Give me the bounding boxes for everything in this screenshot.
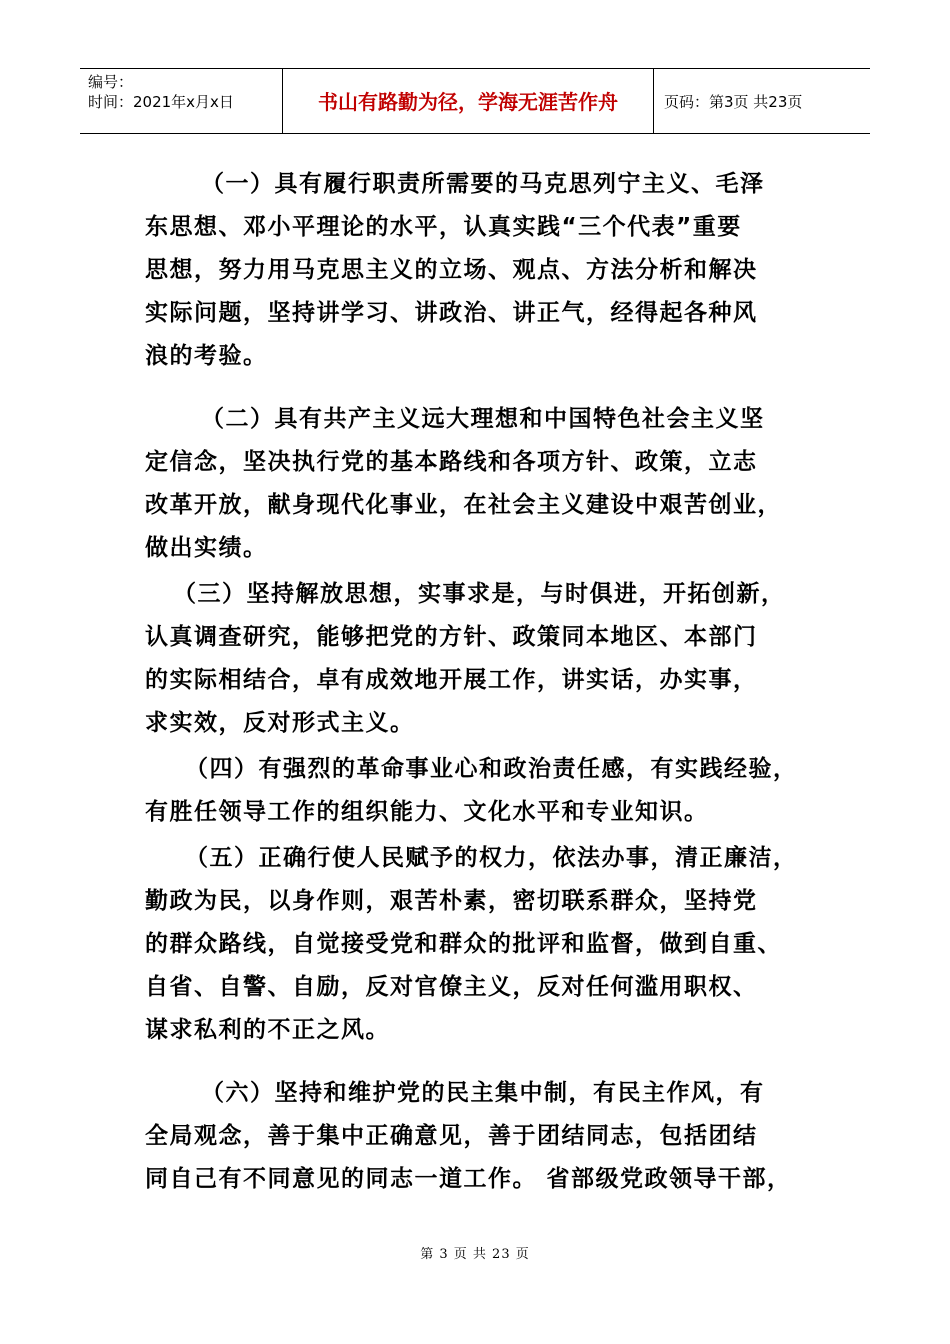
paragraph-line: 同自己有不同意见的同志一道工作。 省部级党政领导干部， (145, 1166, 792, 1192)
paragraph-1 (145, 163, 805, 378)
document-date: 时间：2021年x月x日 (88, 93, 234, 111)
document-body (145, 163, 805, 1201)
header-motto-cell (282, 69, 654, 133)
paragraph-line: 求实效，反对形式主义。 (145, 710, 415, 736)
paragraph-line: （一）具有履行职责所需要的马克思列宁主义、毛泽 (201, 171, 765, 197)
paragraph-6 (145, 1072, 805, 1201)
paragraph-3 (145, 573, 805, 745)
paragraph-line: 浪的考验。 (145, 343, 268, 369)
paragraph-line: 的群众路线，自觉接受党和群众的批评和监督，做到自重、 (145, 931, 782, 957)
paragraph-2 (145, 398, 805, 570)
paragraph-line: （四）有强烈的革命事业心和政治责任感，有实践经验， (185, 756, 798, 782)
paragraph-line: 谋求私利的不正之风。 (145, 1017, 390, 1043)
paragraph-line: （六）坚持和维护党的民主集中制，有民主作风，有 (201, 1080, 765, 1106)
paragraph-line: 东思想、邓小平理论的水平，认真实践“三个代表”重要 (145, 214, 742, 240)
paragraph-line: （五）正确行使人民赋予的权力，依法办事，清正廉洁， (185, 845, 798, 871)
document-header (80, 68, 870, 134)
paragraph-line: 自省、自警、自励，反对官僚主义，反对任何滥用职权、 (145, 974, 758, 1000)
paragraph-line: 改革开放，献身现代化事业，在社会主义建设中艰苦创业， (145, 492, 782, 518)
paragraph-line: （二）具有共产主义远大理想和中国特色社会主义坚 (201, 406, 765, 432)
header-page-cell (654, 69, 870, 133)
paragraph-line: 认真调查研究，能够把党的方针、政策同本地区、本部门 (145, 624, 758, 650)
page-footer: 第 3 页 共 23 页 (420, 1247, 530, 1262)
paragraph-line: 勤政为民，以身作则，艰苦朴素，密切联系群众，坚持党 (145, 888, 758, 914)
paragraph-line: 定信念，坚决执行党的基本路线和各项方针、政策，立志 (145, 449, 758, 475)
paragraph-5 (145, 837, 805, 1052)
header-meta-cell (80, 69, 282, 133)
header-page-code: 页码：第3页 共23页 (664, 93, 803, 111)
paragraph-line: 全局观念，善于集中正确意见，善于团结同志，包括团结 (145, 1123, 758, 1149)
paragraph-line: 有胜任领导工作的组织能力、文化水平和专业知识。 (145, 799, 709, 825)
document-number-label: 编号： (88, 73, 134, 91)
paragraph-line: 实际问题，坚持讲学习、讲政治、讲正气，经得起各种风 (145, 300, 758, 326)
paragraph-line: 思想，努力用马克思主义的立场、观点、方法分析和解决 (145, 257, 758, 283)
paragraph-line: 的实际相结合，卓有成效地开展工作，讲实话，办实事， (145, 667, 758, 693)
paragraph-line: （三）坚持解放思想，实事求是，与时俱进，开拓创新， (173, 581, 786, 607)
header-motto: 书山有路勤为径，学海无涯苦作舟 (318, 90, 618, 114)
paragraph-line: 做出实绩。 (145, 535, 268, 561)
paragraph-4 (145, 748, 805, 834)
